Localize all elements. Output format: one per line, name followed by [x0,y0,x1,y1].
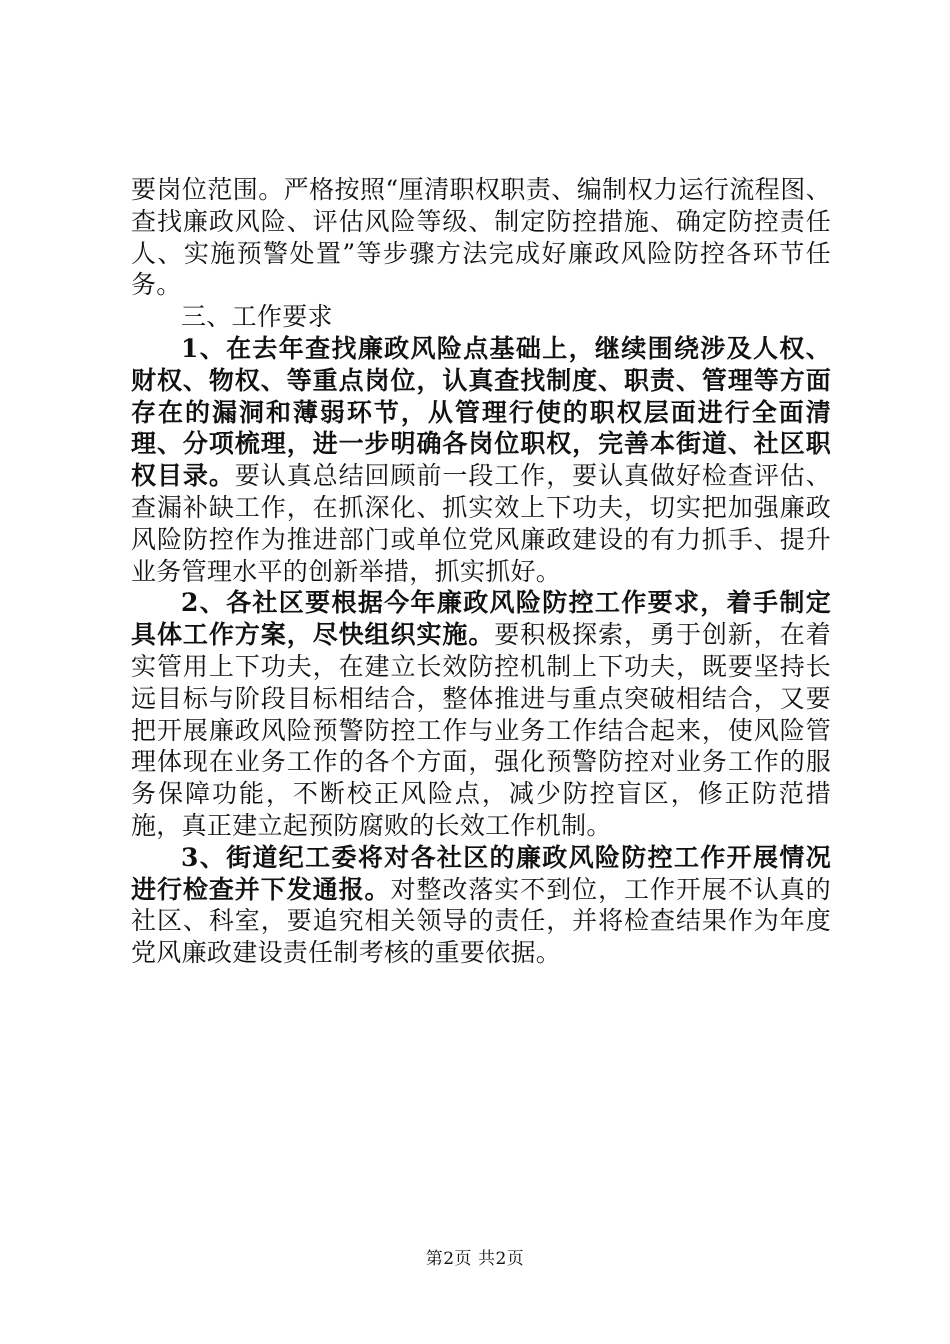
requirement-3-text: 对整改落实不到位，工作开展不认真的社区、科室，要追究相关领导的责任，并将检查结果作为年度党风廉政建设责任制考核的重要依据。 [131,874,831,968]
requirement-1-lead: 1、在去年查找廉政风险点基础上，继续围绕涉及人权、财权、物权、等重点岗位，认真查找制度、职责、管理等方面存在的漏洞和薄弱环节，从管理行使的职权层面进行全面清理、分项梳理，进一步明确各岗位职权，完善本街道、社区职权目录。 [131,333,831,491]
continued-paragraph [131,174,831,301]
requirement-paragraph-3 [131,842,831,969]
requirement-2-text: 要积极探索，勇于创新，在着实管用上下功夫，在建立长效防控机制上下功夫，既要坚持长远目标与阶段目标相结合，整体推进与重点突破相结合，又要把开展廉政风险预警防控工作与业务工作结合起来，使风险管理体现在业务工作的各个方面，强化预警防控对业务工作的服务保障功能，不断校正风险点，减少防控盲区，修正防范措施，真正建立起预防腐败的长效工作机制。 [131,620,831,840]
requirement-paragraph-2 [131,587,831,841]
requirement-3-lead: 3、街道纪工委将对各社区的廉政风险防控工作开展情况进行检查并下发通报。 [131,842,831,904]
document-body [131,174,831,969]
continued-paragraph-text: 要岗位范围。严格按照“厘清职权职责、编制权力运行流程图、查找廉政风险、评估风险等级、制定防控措施、确定防控责任人、实施预警处置”等步骤方法完成好廉政风险防控各环节任务。 [131,175,831,300]
requirement-paragraph-1 [131,333,831,587]
page-footer: 第2页 共2页 [425,1249,525,1269]
requirement-2-lead: 2、各社区要根据今年廉政风险防控工作要求，着手制定具体工作方案，尽快组织实施。 [131,588,831,650]
section-heading: 三、工作要求 [181,302,333,332]
requirement-1-text: 要认真总结回顾前一段工作，要认真做好检查评估、查漏补缺工作，在抓深化、抓实效上下功夫，切实把加强廉政风险防控作为推进部门或单位党风廉政建设的有力抓手、提升业务管理水平的创新举措，抓实抓好。 [131,461,832,586]
